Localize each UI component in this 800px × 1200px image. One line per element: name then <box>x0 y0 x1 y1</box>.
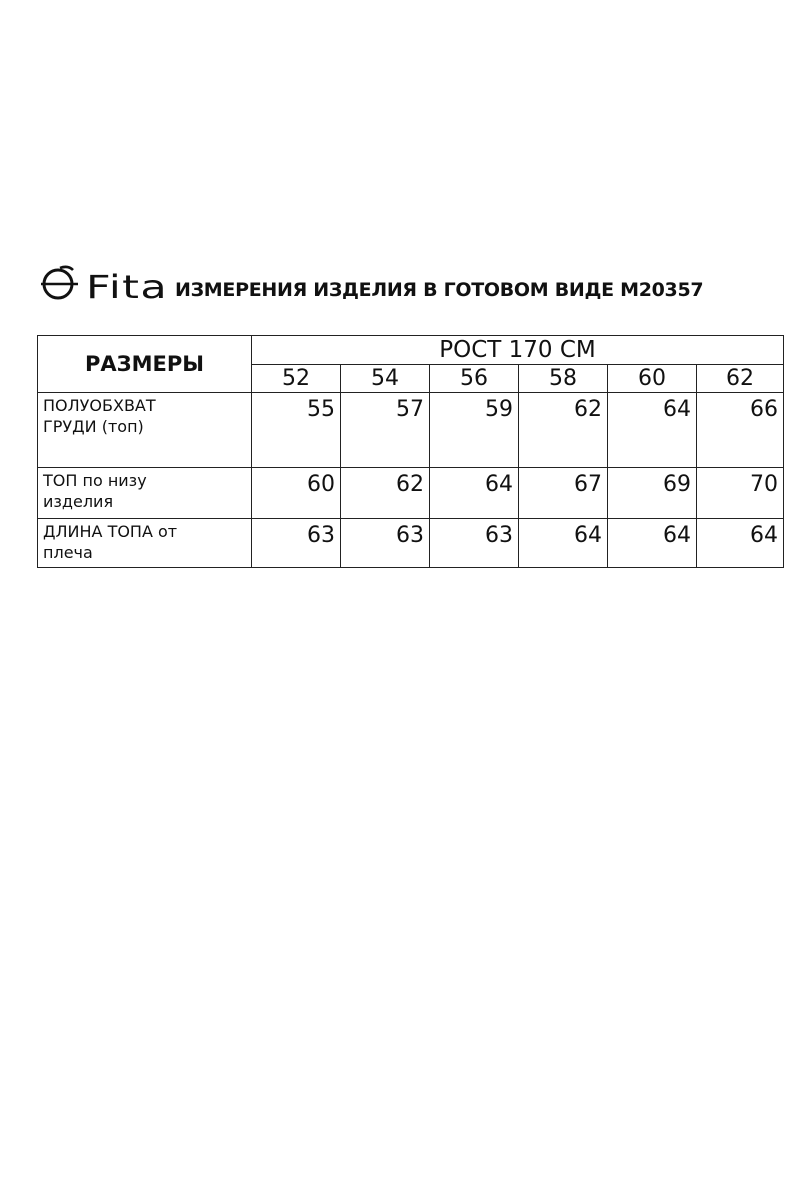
row-label <box>38 519 252 568</box>
size-header: 62 <box>697 365 784 393</box>
measurement-cell: 62 <box>341 468 430 519</box>
size-header: 54 <box>341 365 430 393</box>
document-header <box>38 262 778 306</box>
row-label-line: изделия <box>43 492 114 511</box>
size-header: 58 <box>519 365 608 393</box>
table-row <box>38 468 784 519</box>
height-group-header: РОСТ 170 СМ <box>252 336 784 365</box>
measurement-cell: 63 <box>430 519 519 568</box>
measurement-cell: 55 <box>252 393 341 468</box>
measurement-cell: 69 <box>608 468 697 519</box>
measurement-cell: 60 <box>252 468 341 519</box>
sizes-label-header: РАЗМЕРЫ <box>38 336 252 393</box>
row-label-line: ГРУДИ (топ) <box>43 417 144 436</box>
measurement-cell: 62 <box>519 393 608 468</box>
measurement-cell: 59 <box>430 393 519 468</box>
measurement-cell: 64 <box>519 519 608 568</box>
row-label-line: ТОП по низу <box>43 471 147 490</box>
row-label-line: ДЛИНА ТОПА от <box>43 522 178 541</box>
measurement-cell: 67 <box>519 468 608 519</box>
table-row <box>38 519 784 568</box>
brand-wordmark: Fita <box>86 268 168 306</box>
size-measurements-table <box>37 335 784 568</box>
measurement-cell: 64 <box>608 393 697 468</box>
table-row <box>38 393 784 468</box>
measurement-cell: 63 <box>341 519 430 568</box>
measurement-cell: 70 <box>697 468 784 519</box>
size-header: 56 <box>430 365 519 393</box>
measurement-cell: 57 <box>341 393 430 468</box>
measurement-cell: 66 <box>697 393 784 468</box>
fita-logo-icon <box>38 262 170 306</box>
size-header: 60 <box>608 365 697 393</box>
size-header: 52 <box>252 365 341 393</box>
measurement-cell: 64 <box>608 519 697 568</box>
measurement-cell: 64 <box>697 519 784 568</box>
page-title: ИЗМЕРЕНИЯ ИЗДЕЛИЯ В ГОТОВОМ ВИДЕ М20357 <box>175 279 704 301</box>
row-label <box>38 468 252 519</box>
row-label <box>38 393 252 468</box>
measurement-cell: 63 <box>252 519 341 568</box>
brand-logo <box>38 262 170 306</box>
row-label-line: ПОЛУОБХВАТ <box>43 396 156 415</box>
row-label-line: плеча <box>43 543 93 562</box>
measurement-cell: 64 <box>430 468 519 519</box>
